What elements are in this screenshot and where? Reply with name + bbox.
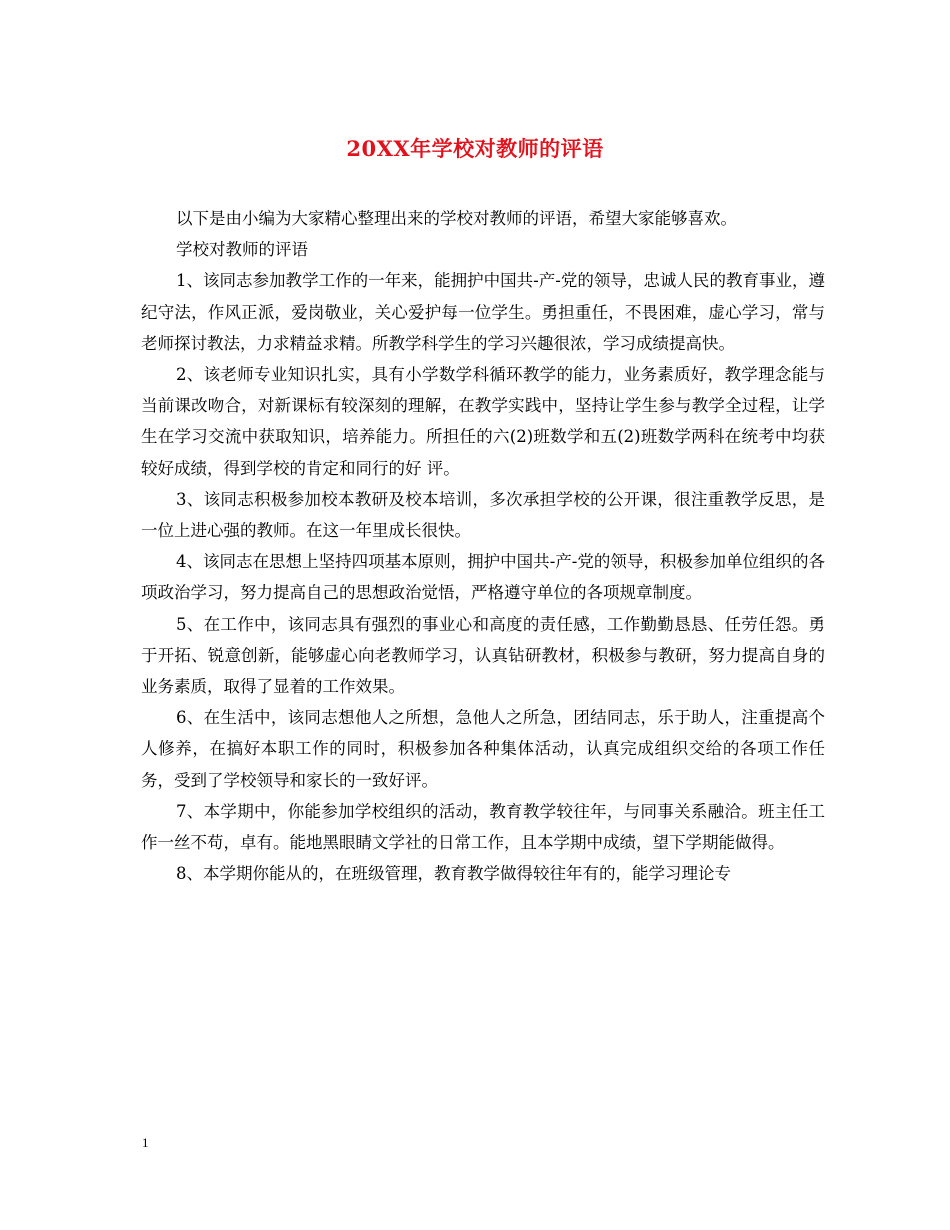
document-title: 20XX年学校对教师的评语 (346, 136, 604, 161)
comment-paragraph-2: 2、该老师专业知识扎实，具有小学数学科循环教学的能力，业务素质好，教学理念能与当前课改吻合，对新课标有较深刻的理解，在教学实践中，坚持让学生参与教学全过程，让学生在学习交流中获取知识，培养能力。所担任的六(2)班数学和五(2)班数学两科在统考中均获较好成绩，得到学校的肯定和同行的好 评。 (141, 365, 825, 478)
comment-paragraph-8: 8、本学期你能从的，在班级管理，教育教学做得较往年有的，能学习理论专 (176, 864, 731, 884)
intro-paragraph: 以下是由小编为大家精心整理出来的学校对教师的评语，希望大家能够喜欢。 (176, 209, 737, 228)
page-number: 1 (142, 1135, 149, 1150)
comment-paragraph-7: 7、本学期中，你能参加学校组织的活动，教育教学较往年，与同事关系融洽。班主任工作一丝不苟，卓有。能地黑眼睛文学社的日常工作，且本学期中成绩，望下学期能做得。 (141, 801, 825, 853)
comment-paragraph-6: 6、在生活中，该同志想他人之所想，急他人之所急，团结同志，乐于助人，注重提高个人修养，在搞好本职工作的同时，积极参加各种集体活动，认真完成组织交给的各项工作任务，受到了学校领导和家长的一致好评。 (141, 708, 825, 790)
comment-paragraph-5: 5、在工作中，该同志具有强烈的事业心和高度的责任感，工作勤勤恳恳、任劳任怨。勇于开拓、锐意创新，能够虚心向老教师学习，认真钻研教材，积极参与教研，努力提高自身的业务素质，取得了显着的工作效果。 (141, 614, 825, 697)
section-heading: 学校对教师的评语 (176, 240, 308, 260)
comment-paragraph-1: 1、该同志参加教学工作的一年来，能拥护中国共-产-党的领导，忠诚人民的教育事业，遵纪守法，作风正派，爱岗敬业，关心爱护每一位学生。勇担重任，不畏困难，虚心学习，常与老师探讨教法，力求精益求精。所教学科学生的学习兴趣很浓，学习成绩提高快。 (141, 271, 825, 353)
comment-paragraph-4: 4、该同志在思想上坚持四项基本原则，拥护中国共-产-党的领导，积极参加单位组织的各项政治学习，努力提高自己的思想政治觉悟，严格遵守单位的各项规章制度。 (141, 552, 825, 603)
document-body (141, 203, 825, 889)
comment-paragraph-3: 3、该同志积极参加校本教研及校本培训，多次承担学校的公开课，很注重教学反思，是一位上进心强的教师。在这一年里成长很快。 (141, 489, 825, 541)
